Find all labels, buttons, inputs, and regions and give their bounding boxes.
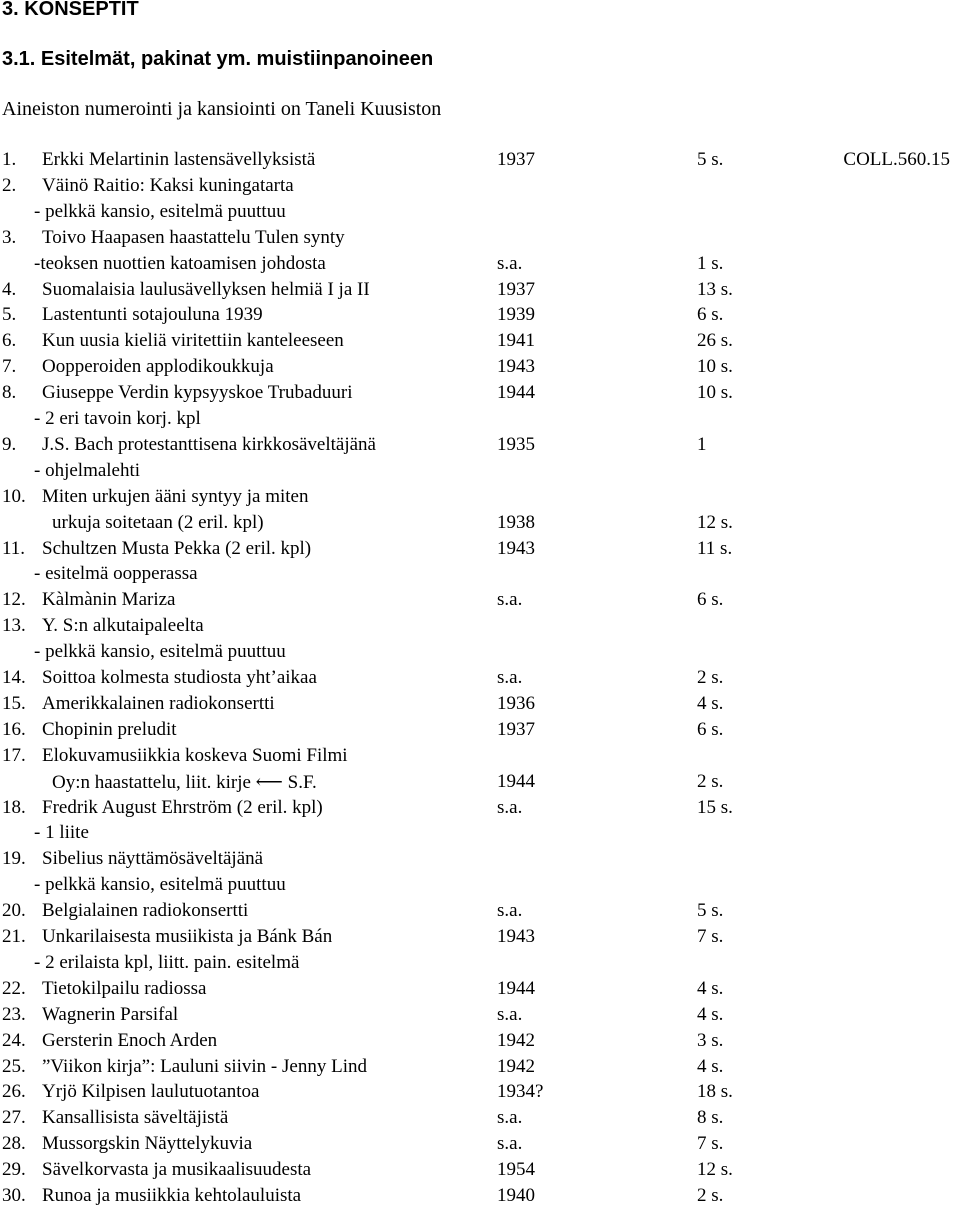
item-year: 1938 bbox=[497, 511, 535, 533]
item-number: 5. bbox=[2, 304, 17, 326]
collection-id: COLL.560.15 bbox=[843, 149, 950, 170]
item-title-continued: Oy:n haastattelu, liit. kirje ⟵ S.F. bbox=[52, 771, 317, 793]
item-number: 30. bbox=[2, 1185, 26, 1206]
item-title-continued: urkuja soitetaan (2 eril. kpl) bbox=[52, 511, 264, 533]
item-year: s.a. bbox=[497, 1107, 523, 1129]
list-item bbox=[0, 408, 960, 434]
item-number: 11. bbox=[2, 537, 26, 559]
item-year: 1944 bbox=[497, 770, 535, 792]
item-number: 20. bbox=[2, 900, 26, 922]
item-year: 1942 bbox=[497, 1055, 535, 1077]
list-item bbox=[0, 460, 960, 486]
list-item bbox=[0, 1030, 960, 1056]
item-year: s.a. bbox=[497, 1003, 523, 1025]
item-number: 26. bbox=[2, 1081, 26, 1103]
item-year: s.a. bbox=[497, 900, 523, 922]
list-item bbox=[0, 563, 960, 589]
list-item bbox=[0, 434, 960, 460]
item-number: 24. bbox=[2, 1029, 26, 1051]
item-pages: 7 s. bbox=[697, 926, 724, 947]
item-title: Giuseppe Verdin kypsyyskoe Trubaduuri bbox=[42, 382, 353, 404]
list-item bbox=[0, 486, 960, 512]
item-number: 13. bbox=[2, 615, 26, 637]
item-title: Runoa ja musiikkia kehtolauluista bbox=[42, 1185, 302, 1206]
list-item bbox=[0, 797, 960, 823]
item-year: 1941 bbox=[497, 330, 535, 352]
list-item bbox=[0, 1056, 960, 1082]
item-title: Belgialainen radiokonsertti bbox=[42, 900, 249, 922]
list-item bbox=[0, 304, 960, 330]
item-title: Yrjö Kilpisen laulutuotantoa bbox=[42, 1081, 260, 1103]
item-pages: 2 s. bbox=[697, 1185, 724, 1206]
list-item bbox=[0, 771, 960, 797]
item-year: 1937 bbox=[497, 718, 535, 740]
item-pages: 18 s. bbox=[697, 1081, 733, 1103]
item-note: - esitelmä oopperassa bbox=[34, 563, 198, 585]
item-title: Y. S:n alkutaipaleelta bbox=[42, 615, 204, 637]
item-pages: 2 s. bbox=[697, 770, 724, 792]
item-title: Kansallisista säveltäjistä bbox=[42, 1107, 229, 1129]
item-year: s.a. bbox=[497, 667, 523, 688]
list-item bbox=[0, 745, 960, 771]
list-item bbox=[0, 538, 960, 564]
list-item bbox=[0, 1185, 960, 1211]
item-year: 1942 bbox=[497, 1029, 535, 1051]
list-item bbox=[0, 641, 960, 667]
list-item bbox=[0, 1159, 960, 1185]
item-title: Fredrik August Ehrström (2 eril. kpl) bbox=[42, 796, 323, 818]
list-item bbox=[0, 874, 960, 900]
item-pages: 3 s. bbox=[697, 1029, 724, 1051]
item-title: Suomalaisia laulusävellyksen helmiä I ja II bbox=[42, 278, 370, 300]
item-title: Kàlmànin Mariza bbox=[42, 589, 176, 611]
item-number: 25. bbox=[2, 1055, 26, 1077]
item-title: Kun uusia kieliä viritettiin kanteleeseen bbox=[42, 330, 344, 352]
list-item bbox=[0, 253, 960, 279]
item-number: 19. bbox=[2, 848, 26, 870]
item-number: 12. bbox=[2, 589, 26, 611]
item-title: Sibelius näyttämösäveltäjänä bbox=[42, 848, 264, 870]
item-year: 1935 bbox=[497, 433, 535, 455]
item-year: s.a. bbox=[497, 1133, 523, 1155]
item-pages: 10 s. bbox=[697, 382, 733, 404]
item-title: Elokuvamusiikkia koskeva Suomi Filmi bbox=[42, 744, 348, 766]
item-number: 4. bbox=[2, 278, 17, 300]
item-year: 1934? bbox=[497, 1081, 544, 1103]
item-pages: 11 s. bbox=[697, 537, 733, 559]
list-item bbox=[0, 848, 960, 874]
item-pages: 4 s. bbox=[697, 1055, 724, 1077]
item-number: 6. bbox=[2, 330, 17, 352]
item-year: s.a. bbox=[497, 589, 523, 611]
list-item bbox=[0, 822, 960, 848]
item-note: - 2 erilaista kpl, liitt. pain. esitelmä bbox=[34, 951, 300, 973]
list-item bbox=[0, 175, 960, 201]
item-pages: 7 s. bbox=[697, 1133, 724, 1155]
list-item bbox=[0, 1081, 960, 1107]
item-number: 15. bbox=[2, 692, 26, 714]
item-pages: 6 s. bbox=[697, 589, 724, 611]
item-number: 27. bbox=[2, 1107, 26, 1129]
item-pages: 5 s. bbox=[697, 149, 724, 170]
item-title: Amerikkalainen radiokonsertti bbox=[42, 692, 275, 714]
item-title: Schultzen Musta Pekka (2 eril. kpl) bbox=[42, 537, 312, 559]
list-item bbox=[0, 512, 960, 538]
item-title: Toivo Haapasen haastattelu Tulen synty bbox=[42, 226, 345, 248]
list-item bbox=[0, 952, 960, 978]
item-number: 16. bbox=[2, 718, 26, 740]
list-item bbox=[0, 693, 960, 719]
item-pages: 1 s. bbox=[697, 252, 724, 274]
item-number: 17. bbox=[2, 744, 26, 766]
item-title: Väinö Raitio: Kaksi kuningatarta bbox=[42, 174, 294, 196]
item-number: 21. bbox=[2, 926, 26, 947]
item-number: 18. bbox=[2, 796, 26, 818]
item-title: Sävelkorvasta ja musikaalisuudesta bbox=[42, 1159, 312, 1181]
item-title: Unkarilaisesta musiikista ja Bánk Bán bbox=[42, 926, 333, 947]
item-title: Mussorgskin Näyttelykuvia bbox=[42, 1133, 253, 1155]
item-title: ”Viikon kirja”: Lauluni siivin - Jenny Lind bbox=[42, 1055, 367, 1077]
list-item bbox=[0, 589, 960, 615]
list-item bbox=[0, 1004, 960, 1030]
item-title: Soittoa kolmesta studiosta yht’aikaa bbox=[42, 667, 317, 688]
item-year: s.a. bbox=[497, 796, 523, 818]
item-pages: 6 s. bbox=[697, 718, 724, 740]
list-item bbox=[0, 615, 960, 641]
item-pages: 8 s. bbox=[697, 1107, 724, 1129]
item-year: 1943 bbox=[497, 926, 535, 947]
item-year: 1937 bbox=[497, 149, 535, 170]
item-number: 2. bbox=[2, 174, 17, 196]
item-year: 1940 bbox=[497, 1185, 535, 1206]
list-item bbox=[0, 900, 960, 926]
list-item bbox=[0, 1133, 960, 1159]
item-title: Wagnerin Parsifal bbox=[42, 1003, 179, 1025]
item-pages: 10 s. bbox=[697, 356, 733, 378]
list-item bbox=[0, 978, 960, 1004]
item-number: 23. bbox=[2, 1003, 26, 1025]
item-pages: 2 s. bbox=[697, 667, 724, 688]
item-title: J.S. Bach protestanttisena kirkkosäveltäjänä bbox=[42, 433, 376, 455]
item-title: Miten urkujen ääni syntyy ja miten bbox=[42, 485, 309, 507]
item-year: 1936 bbox=[497, 692, 535, 714]
item-title: Chopinin preludit bbox=[42, 718, 177, 740]
item-year: 1944 bbox=[497, 977, 535, 999]
item-pages: 6 s. bbox=[697, 304, 724, 326]
list-item bbox=[0, 667, 960, 693]
item-year: 1937 bbox=[497, 278, 535, 300]
item-number: 1. bbox=[2, 149, 17, 170]
item-year: 1944 bbox=[497, 382, 535, 404]
item-year: 1954 bbox=[497, 1159, 535, 1181]
item-pages: 4 s. bbox=[697, 692, 724, 714]
item-note: - 1 liite bbox=[34, 822, 89, 844]
list-item bbox=[0, 1107, 960, 1133]
item-number: 9. bbox=[2, 433, 17, 455]
item-title: Erkki Melartinin lastensävellyksistä bbox=[42, 149, 316, 170]
item-pages: 13 s. bbox=[697, 278, 733, 300]
item-note: - pelkkä kansio, esitelmä puuttuu bbox=[34, 200, 286, 222]
item-note: - ohjelmalehti bbox=[34, 459, 141, 481]
item-pages: 4 s. bbox=[697, 1003, 724, 1025]
item-note: - pelkkä kansio, esitelmä puuttuu bbox=[34, 874, 286, 896]
section-heading: 3. KONSEPTIT bbox=[2, 0, 139, 20]
list-item bbox=[0, 356, 960, 382]
item-number: 22. bbox=[2, 977, 26, 999]
item-number: 29. bbox=[2, 1159, 26, 1181]
item-pages: 4 s. bbox=[697, 977, 724, 999]
item-number: 10. bbox=[2, 485, 26, 507]
item-note: - 2 eri tavoin korj. kpl bbox=[34, 408, 201, 429]
item-title: Gersterin Enoch Arden bbox=[42, 1029, 218, 1051]
item-number: 7. bbox=[2, 356, 17, 378]
item-pages: 26 s. bbox=[697, 330, 733, 352]
list-item bbox=[0, 201, 960, 227]
list-item bbox=[0, 719, 960, 745]
subsection-heading: 3.1. Esitelmät, pakinat ym. muistiinpanoineen bbox=[2, 48, 434, 70]
item-note: - pelkkä kansio, esitelmä puuttuu bbox=[34, 641, 286, 663]
list-item bbox=[0, 279, 960, 305]
item-pages: 12 s. bbox=[697, 1159, 733, 1181]
intro-text: Aineiston numerointi ja kansiointi on Taneli Kuusiston bbox=[2, 98, 442, 120]
item-title: Lastentunti sotajouluna 1939 bbox=[42, 304, 263, 326]
item-pages: 12 s. bbox=[697, 511, 733, 533]
list-item bbox=[0, 926, 960, 952]
item-year: 1939 bbox=[497, 304, 535, 326]
item-title: Oopperoiden applodikoukkuja bbox=[42, 356, 274, 378]
item-number: 3. bbox=[2, 226, 17, 248]
item-year: s.a. bbox=[497, 252, 523, 274]
item-note: -teoksen nuottien katoamisen johdosta bbox=[34, 252, 326, 274]
item-year: 1943 bbox=[497, 356, 535, 378]
item-number: 28. bbox=[2, 1133, 26, 1155]
list-item bbox=[0, 149, 960, 175]
item-number: 8. bbox=[2, 382, 17, 404]
item-pages: 5 s. bbox=[697, 900, 724, 922]
item-pages: 1 bbox=[697, 433, 707, 455]
list-item bbox=[0, 227, 960, 253]
item-number: 14. bbox=[2, 667, 26, 688]
item-title: Tietokilpailu radiossa bbox=[42, 977, 207, 999]
item-pages: 15 s. bbox=[697, 796, 733, 818]
list-item bbox=[0, 330, 960, 356]
item-year: 1943 bbox=[497, 537, 535, 559]
list-item bbox=[0, 382, 960, 408]
